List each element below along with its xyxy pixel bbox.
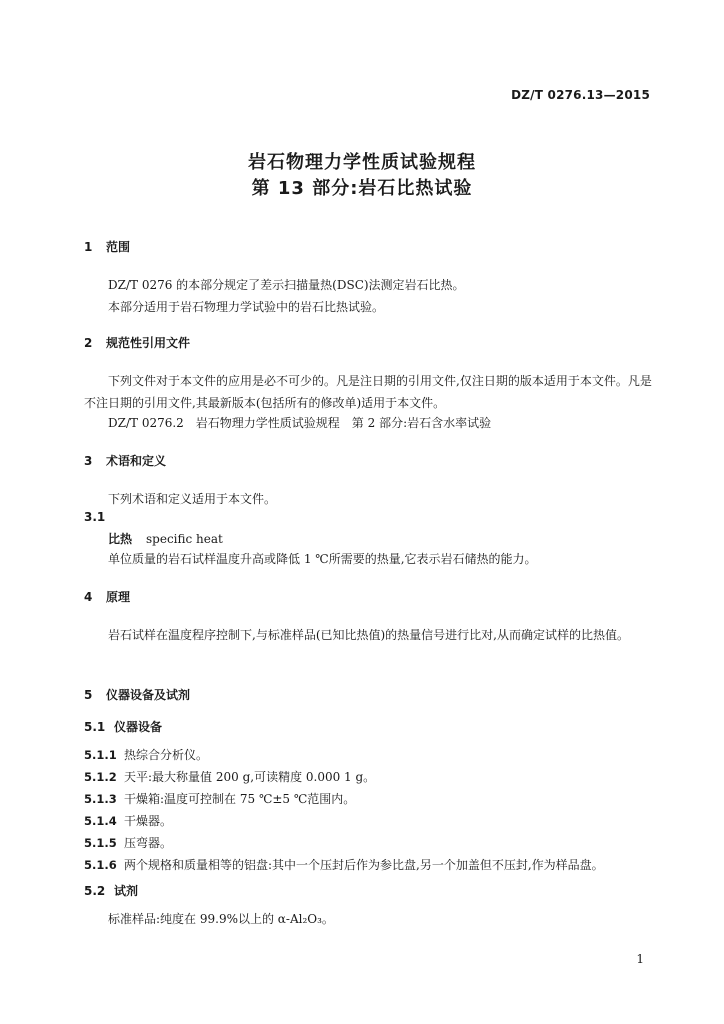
section-number: 5 [84, 688, 93, 702]
item-number: 5.1.2 [84, 770, 117, 784]
subsection-5-1-heading [84, 718, 162, 735]
section-4-heading [84, 588, 130, 605]
section-title: 仪器设备及试剂 [106, 688, 191, 702]
item-text: 压弯器。 [124, 836, 173, 850]
section-number: 2 [84, 336, 93, 350]
item-number: 5.1.6 [84, 858, 117, 872]
section-2-paragraph-1: 下列文件对于本文件的应用是必不可少的。凡是注日期的引用文件,仅注日期的版本适用于本文件。凡是不注日期的引用文件,其最新版本(包括所有的修改单)适用于本文件。 [84, 374, 652, 410]
subsection-number: 5.2 [84, 884, 106, 898]
item-number: 5.1.1 [84, 748, 117, 762]
term-number: 3.1 [84, 510, 106, 524]
item-number: 5.1.4 [84, 814, 117, 828]
item-text: 天平:最大称量值 200 g,可读精度 0.000 1 g。 [124, 770, 376, 784]
section-1-paragraph-2: 本部分适用于岩石物理力学试验中的岩石比热试验。 [108, 300, 385, 314]
section-title: 原理 [106, 590, 131, 604]
document-subtitle: 第 13 部分:岩石比热试验 [251, 178, 473, 199]
term-chinese: 比热 [108, 532, 133, 546]
section-number: 3 [84, 454, 93, 468]
section-1-paragraph-1: DZ/T 0276 的本部分规定了差示扫描量热(DSC)法测定岩石比热。 [108, 278, 465, 292]
section-2-heading [84, 334, 190, 351]
term-english: specific heat [146, 532, 223, 546]
item-text: 干燥器。 [124, 814, 173, 828]
section-title: 范围 [106, 240, 131, 254]
section-3-paragraph-1: 下列术语和定义适用于本文件。 [108, 492, 277, 506]
item-number: 5.1.5 [84, 836, 117, 850]
item-text: 热综合分析仪。 [124, 748, 209, 762]
subsection-title: 试剂 [114, 884, 139, 898]
standard-code: DZ/T 0276.13—2015 [511, 88, 650, 102]
section-title: 规范性引用文件 [106, 336, 191, 350]
page-number: 1 [636, 952, 644, 966]
section-5-heading [84, 686, 190, 703]
list-item [84, 746, 208, 763]
list-item [84, 812, 172, 829]
section-3-heading [84, 452, 166, 469]
list-item [84, 856, 604, 873]
list-item [84, 768, 375, 785]
item-number: 5.1.3 [84, 792, 117, 806]
section-number: 4 [84, 590, 93, 604]
list-item [84, 790, 355, 807]
item-text: 干燥箱:温度可控制在 75 ℃±5 ℃范围内。 [124, 792, 356, 806]
section-1-heading [84, 238, 130, 255]
item-text: 两个规格和质量相等的铝盘:其中一个压封后作为参比盘,另一个加盖但不压封,作为样品盘。 [124, 858, 604, 872]
normative-reference: DZ/T 0276.2 岩石物理力学性质试验规程 第 2 部分:岩石含水率试验 [108, 416, 492, 430]
section-number: 1 [84, 240, 93, 254]
term-definition: 单位质量的岩石试样温度升高或降低 1 ℃所需要的热量,它表示岩石储热的能力。 [108, 552, 537, 566]
list-item [84, 834, 172, 851]
subsection-title: 仪器设备 [114, 720, 163, 734]
reagent-text: 标准样品:纯度在 99.9%以上的 α-Al₂O₃。 [108, 912, 334, 926]
subsection-5-2-heading [84, 882, 138, 899]
document-title: 岩石物理力学性质试验规程 [248, 152, 476, 173]
subsection-number: 5.1 [84, 720, 106, 734]
section-4-paragraph-1: 岩石试样在温度程序控制下,与标准样品(已知比热值)的热量信号进行比对,从而确定试样的比热值。 [108, 628, 629, 642]
term-entry [108, 530, 223, 547]
section-title: 术语和定义 [106, 454, 167, 468]
